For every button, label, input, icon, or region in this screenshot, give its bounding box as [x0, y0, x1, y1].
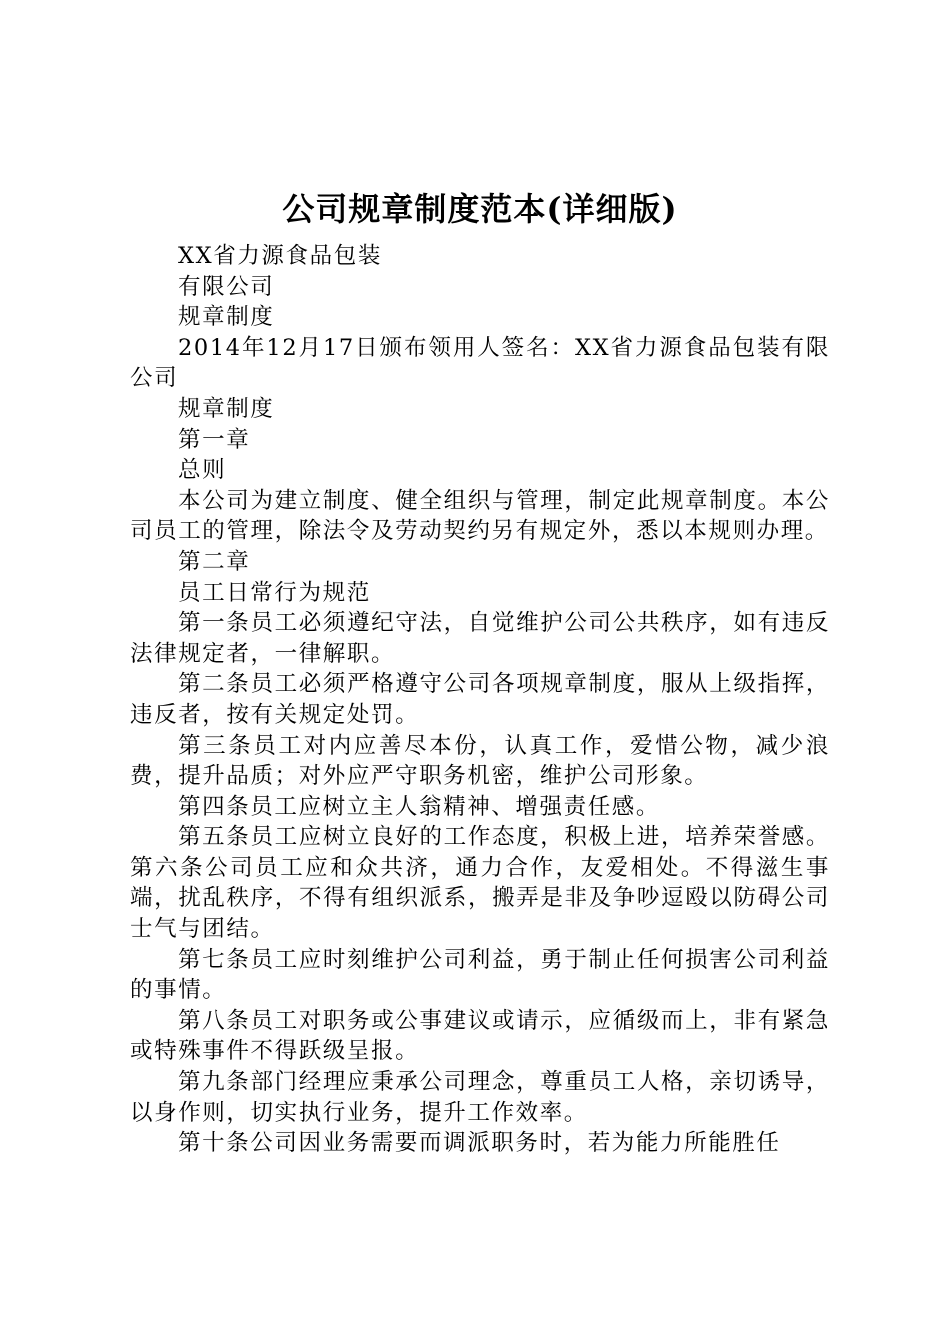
regulations-heading-2: 规章制度	[178, 395, 275, 422]
general-provisions-paragraph: 本公司为建立制度、健全组织与管理，制定此规章制度。本公司员工的管理，除法令及劳动契约另有规定外，悉以本规则办理。	[130, 487, 830, 545]
article-2: 第二条员工必须严格遵守公司各项规章制度，服从上级指挥，违反者，按有关规定处罚。	[130, 671, 830, 728]
chapter-2-title: 员工日常行为规范	[178, 579, 371, 606]
document-title: 公司规章制度范本(详细版)	[282, 190, 678, 228]
document-page	[130, 185, 830, 1159]
article-7: 第七条员工应时刻维护公司利益，勇于制止任何损害公司利益的事情。	[130, 946, 830, 1004]
article-9: 第九条部门经理应秉承公司理念，尊重员工人格，亲切诱导，以身作则，切实执行业务，提升工作效率。	[130, 1069, 830, 1126]
regulations-heading: 规章制度	[178, 304, 275, 331]
article-5-6: 第五条员工应树立良好的工作态度，积极上进，培养荣誉感。第六条公司员工应和众共济，通力合作，友爱相处。不得滋生事端，扰乱秩序，不得有组织派系，搬弄是非及争吵逗殴以防碍公司士气与团结。	[130, 824, 830, 943]
article-4: 第四条员工应树立主人翁精神、增强责任感。	[178, 793, 661, 820]
article-3: 第三条员工对内应善尽本份，认真工作，爱惜公物，减少浪费，提升品质；对外应严守职务机密，维护公司形象。	[130, 732, 830, 790]
issue-date-line: 2014年12月17日颁布领用人签名：XX省力源食品包装有限公司	[130, 334, 830, 392]
chapter-1-heading: 第一章	[178, 426, 251, 453]
chapter-1-title: 总则	[178, 457, 227, 484]
chapter-2-heading: 第二章	[178, 548, 251, 575]
article-10: 第十条公司因业务需要而调派职务时，若为能力所能胜任	[178, 1130, 781, 1157]
article-8: 第八条员工对职务或公事建议或请示，应循级而上，非有紧急或特殊事件不得跃级呈报。	[130, 1007, 830, 1065]
article-1: 第一条员工必须遵纪守法，自觉维护公司公共秩序，如有违反法律规定者，一律解职。	[130, 610, 830, 667]
company-name-line-1: XX省力源食品包装	[178, 243, 382, 269]
company-name-line-2: 有限公司	[178, 273, 275, 300]
